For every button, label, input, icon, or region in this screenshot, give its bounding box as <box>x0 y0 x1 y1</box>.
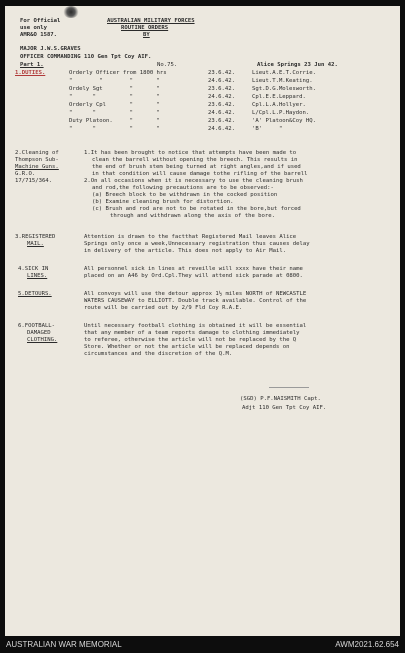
item5-line: route will be carried out by 2/9 Fld Coy R.A.E. <box>84 305 243 311</box>
item3-label: 3.REGISTERED <box>15 234 56 240</box>
footer-accession: AWM2021.62.654 <box>335 640 399 649</box>
signature-appointment: Adjt 110 Gen Tpt Coy AIF. <box>242 405 327 411</box>
item6-line: to referee, otherwise the article will not be replaced by the Q <box>84 337 297 343</box>
duty-date: 24.6.42. <box>208 78 235 84</box>
item2-line: clean the barrell without opening the breech. This results in <box>92 157 298 163</box>
duty-role: " " " " <box>69 78 160 84</box>
officer-commanding: OFFICER COMMANDING 110 Gen Tpt Coy AIF. <box>20 54 152 60</box>
duty-name: Cpl.E.E.Leppard. <box>252 94 306 100</box>
document-page <box>5 6 400 636</box>
item2-line: and rod,the following precautions are to be observed:- <box>92 185 274 191</box>
item2-label: Thompson Sub- <box>15 157 59 163</box>
duty-date: 24.6.42. <box>208 110 235 116</box>
by-label: BY <box>143 32 150 38</box>
item2-line: (a) Breech block to be withdrawn in the cocked position <box>92 192 278 198</box>
item2-line: through and withdrawn along the axis of the bore. <box>110 213 276 219</box>
item2-line: (b) Examine cleaning brush for distortion. <box>92 199 234 205</box>
item5-line: WATERS CAUSEWAY to ELLIOTT. Double track available. Control of the <box>84 298 307 304</box>
duties-heading: 1.DUTIES. <box>15 70 46 76</box>
duty-name: Lieut.A.E.T.Corrie. <box>252 70 316 76</box>
item3-line: in delivery of the article. This does not apply to Air Mail. <box>84 248 287 254</box>
duty-role: Orderly Officer from 1800 hrs <box>69 70 167 76</box>
item2-label: 17/715/364. <box>15 178 53 184</box>
duty-role: " " " " <box>69 126 160 132</box>
duty-name: 'A' Platoon&Coy HQ. <box>252 118 316 124</box>
for-official-label: For Official <box>20 18 61 24</box>
duty-date: 23.6.42. <box>208 102 235 108</box>
item5-line: All convoys will use the detour approx 1½ miles NORTH of NEWCASTLE <box>84 291 307 297</box>
reference-number: AMR&O 1587. <box>20 32 58 38</box>
item3-label: MAIL. <box>27 241 44 247</box>
duty-name: L/Cpl.L.P.Haydon. <box>252 110 310 116</box>
duty-role: Ordely Sgt " " <box>69 86 160 92</box>
item3-line: Attention is drawn to the factthat Registered Mail leaves Alice <box>84 234 297 240</box>
order-number: No.75. <box>157 62 178 68</box>
signature-line: (SGD) P.F.NAISMITH Capt. <box>240 396 321 402</box>
item2-line: 2.On all occasions when it is necessary to use the cleaning brush <box>84 178 303 184</box>
item4-line: All personnel sick in lines at reveille will xxxx have their name <box>84 266 303 272</box>
item2-label: 2.Cleaning of <box>15 150 59 156</box>
place-date: Alice Springs 23 Jun 42. <box>257 62 338 68</box>
item6-label: DAMAGED <box>27 330 51 336</box>
item2-label: G.R.O. <box>15 171 36 177</box>
footer-source: AUSTRALIAN WAR MEMORIAL <box>6 640 122 649</box>
use-only-label: use only <box>20 25 47 31</box>
duty-role: Orderly Cpl " " <box>69 102 160 108</box>
duty-date: 24.6.42. <box>208 94 235 100</box>
signature-mark <box>269 387 309 388</box>
item2-line: in that condition will cause damage tothe rifling of the barrell <box>92 171 308 177</box>
item6-line: that any member of a team reports damage to clothing immediately <box>84 330 300 336</box>
item3-line: Springs only once a week,Unnecessary registration thus causes delay <box>84 241 310 247</box>
duty-date: 23.6.42. <box>208 86 235 92</box>
duty-date: 23.6.42. <box>208 118 235 124</box>
item5-label: 5.DETOURS. <box>18 291 52 297</box>
item2-line: the end of brush stem being turned at right angles,and if used <box>92 164 301 170</box>
item6-line: Store. Whether or not the article will be replaced depends on <box>84 344 290 350</box>
duty-name: Lieut.T.M.Keating. <box>252 78 313 84</box>
duty-date: 23.6.42. <box>208 70 235 76</box>
duty-role: " " " " <box>69 94 160 100</box>
ink-blot <box>63 6 79 18</box>
item2-line: (c) Brush and rod are not to be rotated in the bore,but forced <box>92 206 301 212</box>
item6-line: circumstances and the discretion of the Q.M. <box>84 351 233 357</box>
item6-line: Until necessary football clothing is obtained it will be essential <box>84 323 307 329</box>
duty-name: Sgt.D.G.Molesworth. <box>252 86 316 92</box>
org-title: AUSTRALIAN MILITARY FORCES <box>107 18 195 24</box>
duty-name: Cpl.L.A.Hollyer. <box>252 102 306 108</box>
duty-role: Duty Platoon. " " <box>69 118 160 124</box>
item6-label: 6.FOOTBALL- <box>18 323 56 329</box>
duty-name: 'B' " <box>252 126 283 132</box>
item2-label: Machine Guns. <box>15 164 59 170</box>
item6-label: CLOTHING. <box>27 337 58 343</box>
duty-date: 24.6.42. <box>208 126 235 132</box>
part-label: Part 1. <box>20 62 44 68</box>
item4-label: 4.SICK IN <box>18 266 49 272</box>
major-name: MAJOR J.W.S.GRAVES <box>20 46 81 52</box>
item4-line: placed on an A46 by Ord.Cpl.They will attend sick parade at 0800. <box>84 273 303 279</box>
item2-line: 1.It has been brought to notice that attempts have been made to <box>84 150 297 156</box>
item4-label: LINES. <box>27 273 48 279</box>
duty-role: " " " " <box>69 110 160 116</box>
doc-type-title: ROUTINE ORDERS <box>121 25 169 31</box>
